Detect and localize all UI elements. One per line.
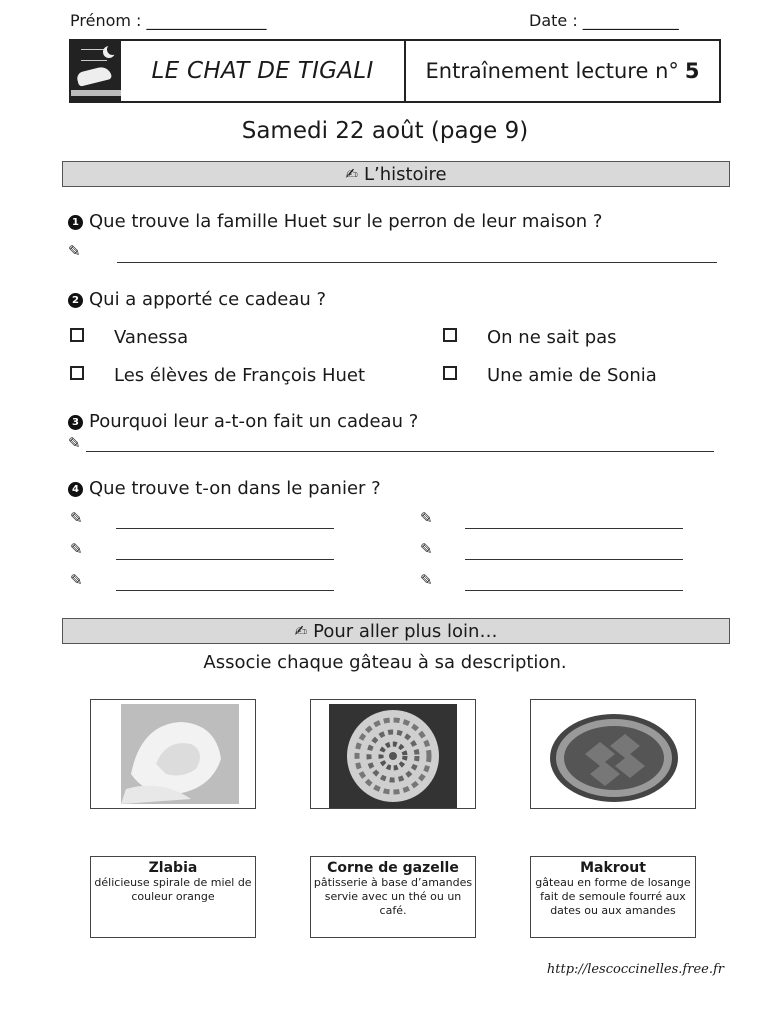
photo-cake-2 (310, 699, 476, 809)
pencil-icon: ✎ (420, 540, 433, 558)
hand-writing-icon: ✍ (294, 622, 308, 640)
hand-writing-icon: ✍ (345, 165, 358, 183)
checkbox[interactable] (443, 328, 457, 342)
answer-line-1[interactable] (117, 262, 717, 263)
question-3 (68, 411, 418, 432)
checkbox[interactable] (70, 366, 84, 380)
pencil-icon: ✎ (68, 434, 81, 452)
question-3-number: 3 (68, 415, 83, 430)
option-sonia-friend[interactable]: Une amie de Sonia (443, 365, 657, 386)
answer-line-4c[interactable] (116, 559, 334, 560)
cake-description: pâtisserie à base d’amandes servie avec un thé ou un café. (313, 876, 473, 917)
cake-spiral-photo (329, 704, 457, 808)
zlabia-photo (121, 704, 239, 804)
exercise-label-text: Entraînement lecture n° (425, 59, 679, 83)
exercise-number: 5 (684, 59, 700, 83)
cake-name: Corne de gazelle (327, 860, 459, 876)
section-story-label: L’histoire (363, 163, 447, 185)
book-title: LE CHAT DE TIGALI (121, 41, 406, 101)
pencil-icon: ✎ (70, 571, 83, 589)
question-2-text: Qui a apporté ce cadeau ? (89, 289, 327, 310)
footer-url[interactable]: http://lescoccinelles.free.fr (546, 962, 724, 977)
date-field-label: Date : ____________ (529, 11, 679, 30)
description-card-3 (530, 856, 696, 938)
header-box (69, 39, 721, 103)
description-card-2 (310, 856, 476, 938)
question-4-number: 4 (68, 482, 83, 497)
option-students[interactable]: Les élèves de François Huet (70, 365, 365, 386)
section-story-bar (62, 161, 730, 187)
checkbox[interactable] (70, 328, 84, 342)
question-2-number: 2 (68, 293, 83, 308)
cake-description: gâteau en forme de losange fait de semoule fourré aux dates ou aux amandes (535, 876, 691, 917)
photo-cake-1 (90, 699, 256, 809)
question-4-text: Que trouve t-on dans le panier ? (89, 478, 381, 499)
exercise-label (406, 41, 719, 101)
answer-line-3[interactable] (86, 451, 714, 452)
cake-name: Zlabia (148, 860, 198, 876)
question-4 (68, 478, 381, 499)
answer-line-4f[interactable] (465, 590, 683, 591)
pencil-icon: ✎ (68, 242, 81, 260)
pencil-icon: ✎ (70, 509, 83, 527)
cake-name: Makrout (580, 860, 646, 876)
section-more-label: Pour aller plus loin… (313, 620, 498, 642)
question-1-text: Que trouve la famille Huet sur le perron de leur maison ? (89, 211, 603, 232)
section-more-bar (62, 618, 730, 644)
answer-line-4d[interactable] (465, 559, 683, 560)
photo-cake-3 (530, 699, 696, 809)
pencil-icon: ✎ (70, 540, 83, 558)
option-unknown[interactable]: On ne sait pas (443, 327, 617, 348)
pencil-icon: ✎ (420, 571, 433, 589)
cake-diamonds-photo (545, 704, 683, 808)
book-logo (71, 41, 121, 101)
question-1 (68, 211, 602, 232)
description-card-1 (90, 856, 256, 938)
answer-line-4e[interactable] (116, 590, 334, 591)
checkbox[interactable] (443, 366, 457, 380)
answer-line-4a[interactable] (116, 528, 334, 529)
pencil-icon: ✎ (420, 509, 433, 527)
instruction: Associe chaque gâteau à sa description. (203, 652, 567, 673)
page-title: Samedi 22 août (page 9) (241, 118, 529, 144)
cake-description: délicieuse spirale de miel de couleur orange (94, 876, 252, 903)
question-1-number: 1 (68, 215, 83, 230)
name-field-label: Prénom : _______________ (70, 11, 267, 30)
option-vanessa[interactable]: Vanessa (70, 327, 188, 348)
question-2 (68, 289, 326, 310)
question-3-text: Pourquoi leur a-t-on fait un cadeau ? (89, 411, 419, 432)
answer-line-4b[interactable] (465, 528, 683, 529)
